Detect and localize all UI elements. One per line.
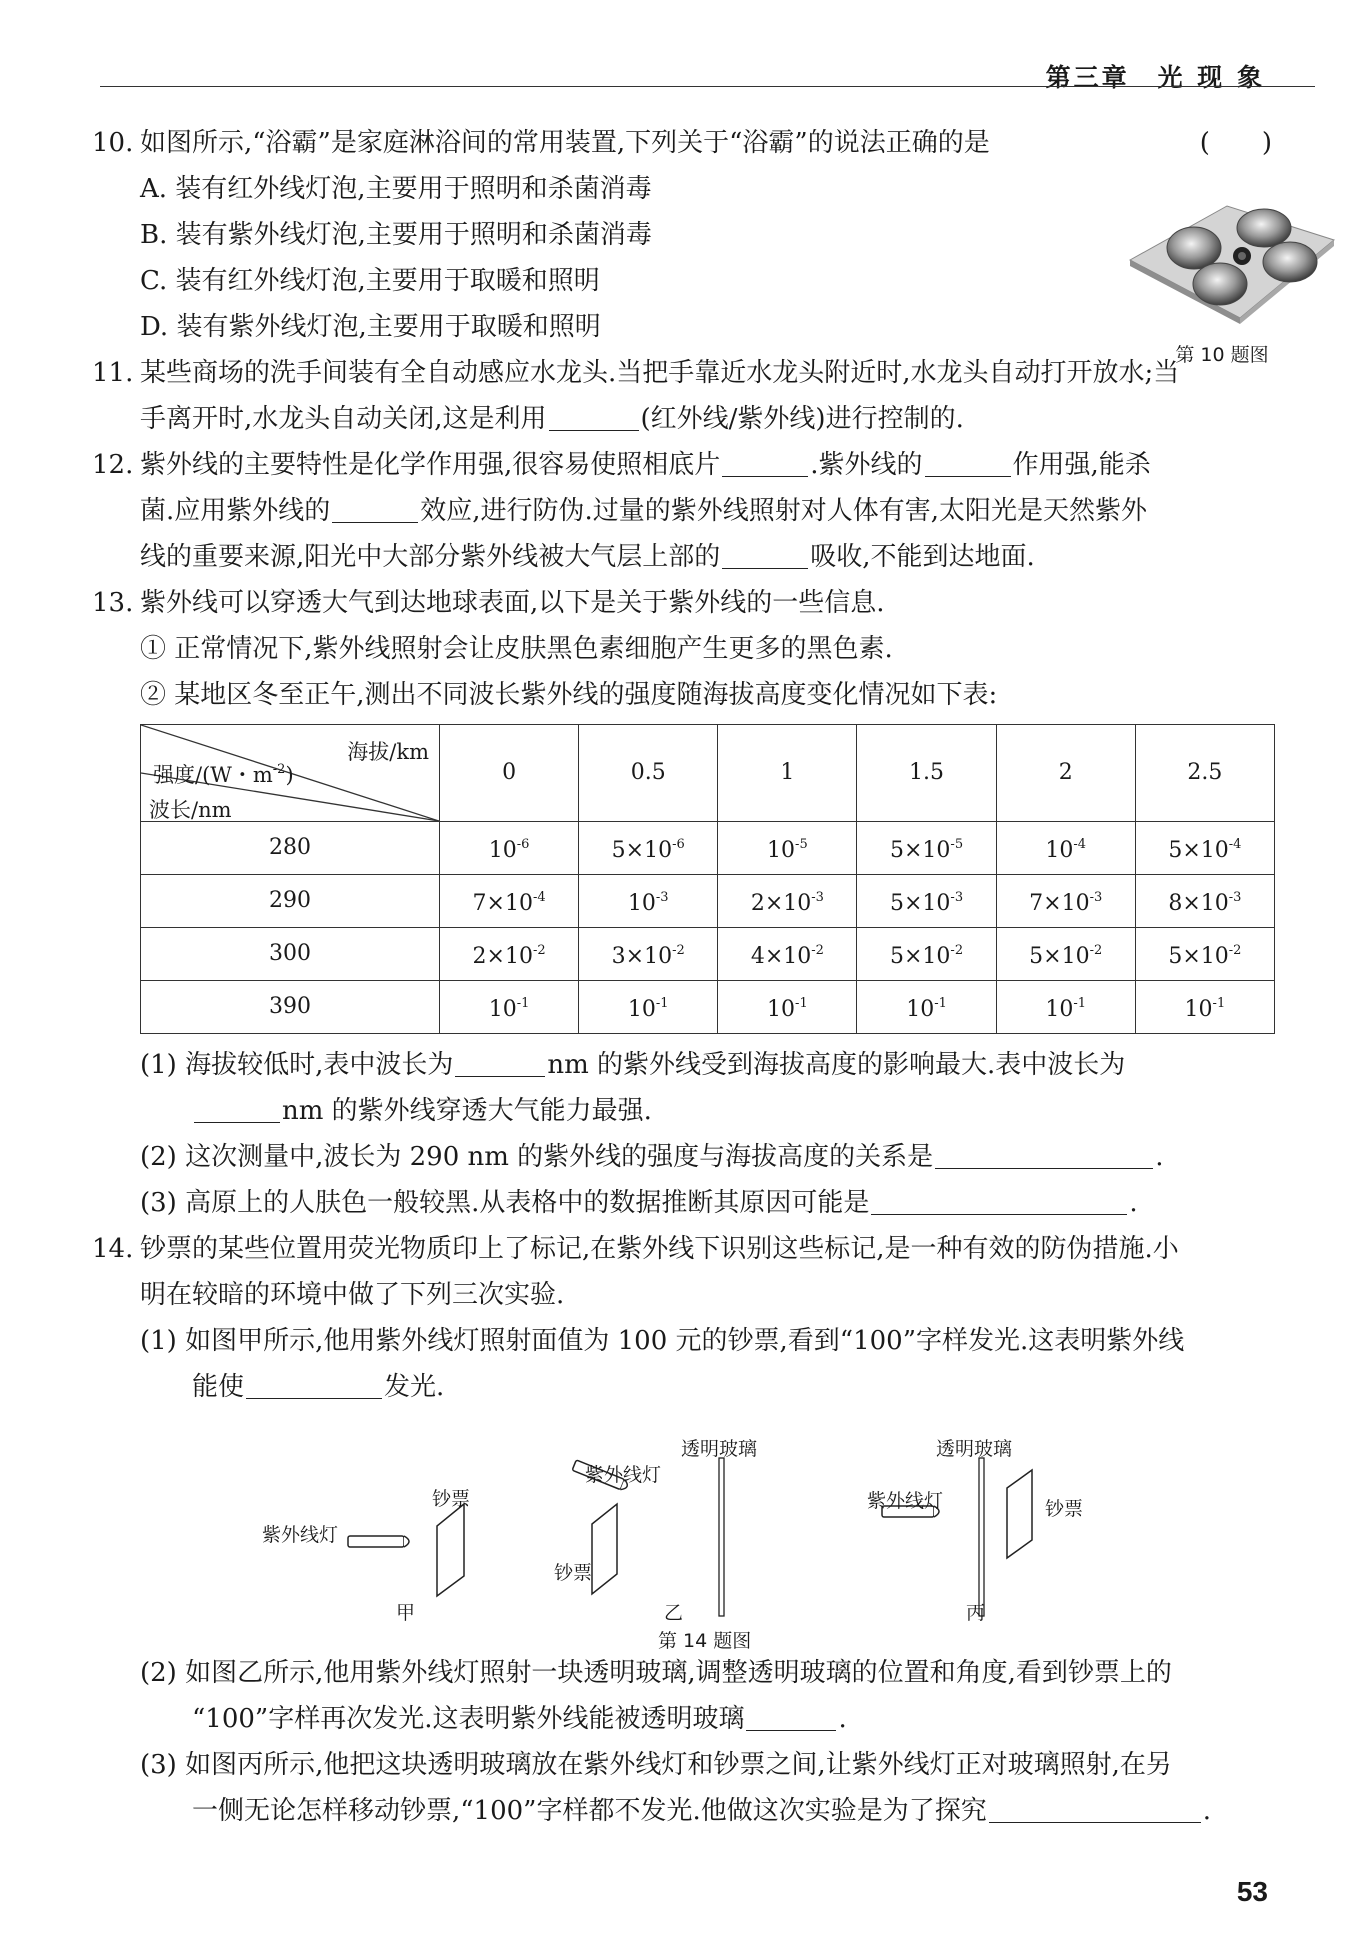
fig-bing-banknote-label: 钞票: [1045, 1498, 1084, 1520]
wavelength-cell: 290: [141, 875, 440, 928]
q12-text-2a: 菌.应用紫外线的: [140, 496, 331, 526]
base: 10: [922, 891, 951, 916]
exponent: -3: [1089, 890, 1103, 905]
coefficient: 2×: [472, 944, 505, 969]
exponent: -3: [1228, 890, 1242, 905]
q11-text-2a: 手离开时,水龙头自动关闭,这是利用: [140, 404, 547, 434]
fig-label-yi: 乙: [664, 1602, 684, 1624]
q13-sub3-text-a: (3) 高原上的人肤色一般较黑.从表格中的数据推断其原因可能是: [140, 1188, 870, 1218]
intensity-cell: [579, 928, 718, 981]
q11-text-2b: (红外线/紫外线)进行控制的.: [640, 404, 964, 434]
intensity-cell: [718, 875, 857, 928]
question-12: [92, 442, 1272, 580]
intensity-cell: [440, 928, 579, 981]
q10-stem-line: [92, 120, 1272, 166]
q10-figure: [1122, 200, 1342, 366]
fig-bing-glass-label: 透明玻璃: [936, 1438, 1013, 1460]
q13-stem: 紫外线可以穿透大气到达地球表面,以下是关于紫外线的一些信息.: [140, 588, 885, 618]
coefficient: 5×: [611, 838, 645, 863]
fig-yi-glass-label: 透明玻璃: [681, 1438, 758, 1460]
q10-option-b: B. 装有紫外线灯泡,主要用于照明和杀菌消毒: [140, 220, 652, 250]
intensity-cell: [579, 981, 718, 1034]
coefficient: 5×: [889, 944, 923, 969]
base: 10: [922, 838, 951, 863]
exponent: -2: [811, 943, 824, 958]
intensity-cell: [718, 981, 857, 1034]
q14-sub3-line-2: [92, 1788, 1272, 1834]
intensity-cell: [718, 928, 857, 981]
base: 10: [1184, 997, 1213, 1022]
q14-text-1: 钞票的某些位置用荧光物质印上了标记,在紫外线下识别这些标记,是一种有效的防伪措施.小: [140, 1234, 1179, 1264]
q14-sub2-line-2: [92, 1696, 1272, 1742]
exponent: -2: [532, 943, 546, 958]
question-10: [92, 120, 1272, 366]
base: 10: [1045, 997, 1074, 1022]
q12-blank-2[interactable]: [925, 446, 1011, 477]
exponent: -1: [1212, 996, 1226, 1011]
exponent: -1: [934, 996, 947, 1011]
q12-line-2: [92, 488, 1272, 534]
q13-info-2: ② 某地区冬至正午,测出不同波长紫外线的强度随海拔高度变化情况如下表:: [140, 680, 998, 710]
altitude-header: 2.5: [1135, 725, 1274, 822]
altitude-header: 0.5: [579, 725, 718, 822]
coefficient: 5×: [1168, 944, 1201, 969]
coefficient: 4×: [750, 944, 784, 969]
intensity-cell: [1135, 981, 1274, 1034]
altitude-header: 2: [996, 725, 1135, 822]
q10-number: 10.: [92, 128, 134, 158]
q10-stem: 如图所示,“浴霸”是家庭淋浴间的常用装置,下列关于“浴霸”的说法正确的是: [140, 128, 990, 158]
table-body: [141, 822, 1275, 1034]
altitude-header: 0: [440, 725, 579, 822]
exponent: -1: [655, 996, 669, 1011]
q12-text-1a: 紫外线的主要特性是化学作用强,很容易使照相底片: [140, 450, 721, 480]
q13-stem-line: [92, 580, 1272, 626]
q13-sub1-text-a: (1) 海拔较低时,表中波长为: [140, 1050, 454, 1080]
coefficient: 7×: [1029, 891, 1062, 916]
q13-sub1-text-b: nm 的紫外线受到海拔高度的影响最大.表中波长为: [547, 1050, 1126, 1080]
base: 10: [783, 944, 812, 969]
intensity-cell: [1135, 822, 1274, 875]
base: 10: [504, 944, 533, 969]
q14-figure-caption: 第 14 题图: [658, 1630, 752, 1652]
altitude-header: 1: [718, 725, 857, 822]
q10-answer-paren[interactable]: ( ): [1199, 128, 1272, 158]
altitude-header: 1.5: [857, 725, 996, 822]
intensity-cell: [857, 928, 996, 981]
q14-sub3-line-1: (3) 如图丙所示,他把这块透明玻璃放在紫外线灯和钞票之间,让紫外线灯正对玻璃照射,在另: [140, 1750, 1172, 1780]
base: 10: [644, 838, 673, 863]
q12-blank-3[interactable]: [332, 492, 418, 523]
corner-intensity-b: ): [285, 763, 294, 787]
base: 10: [627, 891, 656, 916]
coefficient: 8×: [1168, 891, 1201, 916]
q14-sub3-text-b: 一侧无论怎样移动钞票,“100”字样都不发光.他做这次实验是为了探究: [192, 1796, 987, 1826]
table-header-row: [141, 725, 1275, 822]
intensity-cell: [1135, 928, 1274, 981]
exponent: -2: [672, 943, 685, 958]
base: 10: [644, 944, 673, 969]
q13-sub1-blank-1[interactable]: [455, 1046, 545, 1077]
q12-line-3: [92, 534, 1272, 580]
fig-bing-lamp-label: 紫外线灯: [867, 1490, 944, 1512]
page-number: 53: [1236, 1876, 1268, 1907]
q14-sub3-text-c: .: [1202, 1796, 1212, 1826]
q12-line-1: [92, 442, 1272, 488]
intensity-cell: [440, 981, 579, 1034]
q13-sub1-text-c: nm 的紫外线穿透大气能力最强.: [282, 1096, 652, 1126]
intensity-cell: [857, 981, 996, 1034]
base: 10: [504, 891, 533, 916]
q13-sub2-text-a: (2) 这次测量中,波长为 290 nm 的紫外线的强度与海拔高度的关系是: [140, 1142, 934, 1172]
exponent: -1: [516, 996, 530, 1011]
exponent: -1: [795, 996, 808, 1011]
q14-number: 14.: [92, 1234, 134, 1264]
fig-yi-lamp-label: 紫外线灯: [585, 1464, 662, 1486]
base: 10: [906, 997, 935, 1022]
q12-text-2b: 效应,进行防伪.过量的紫外线照射对人体有害,太阳光是天然紫外: [420, 496, 1148, 526]
q12-text-1c: 作用强,能杀: [1012, 450, 1151, 480]
q10-option-d: D. 装有紫外线灯泡,主要用于取暖和照明: [140, 312, 601, 342]
base: 10: [767, 838, 796, 863]
coefficient: 7×: [472, 891, 505, 916]
q14-sub3-blank[interactable]: [989, 1792, 1201, 1823]
q12-blank-1[interactable]: [722, 446, 808, 477]
intensity-cell: [1135, 875, 1274, 928]
exponent: -6: [516, 837, 530, 852]
fig-jia-lamp-label: 紫外线灯: [262, 1524, 339, 1546]
intensity-cell: [857, 875, 996, 928]
bath-heater-image: [1122, 200, 1342, 325]
q13-sub2-text-b: .: [1155, 1142, 1164, 1172]
exponent: -2: [950, 943, 964, 958]
base: 10: [488, 997, 517, 1022]
q13-sub1-line-1: [92, 1042, 1272, 1088]
exponent: -2: [1228, 943, 1242, 958]
fig-label-bing: 丙: [966, 1602, 986, 1624]
q14-sub1-text-c: 发光.: [384, 1372, 445, 1402]
intensity-cell: [718, 822, 857, 875]
q14-line-1: [92, 1226, 1272, 1272]
q13-sub3-blank[interactable]: [871, 1184, 1127, 1215]
q13-sub3-line: [92, 1180, 1272, 1226]
base: 10: [922, 944, 951, 969]
base: 10: [488, 838, 517, 863]
q11-number: 11.: [92, 358, 134, 388]
exponent: -4: [1228, 837, 1242, 852]
intensity-cell: [996, 875, 1135, 928]
wavelength-cell: 390: [141, 981, 440, 1034]
coefficient: 5×: [889, 891, 923, 916]
base: 10: [783, 891, 812, 916]
corner-altitude-label: 海拔/km: [347, 740, 429, 764]
fig-jia-banknote-label: 钞票: [432, 1488, 471, 1510]
corner-intensity-exp: -2: [272, 762, 286, 777]
wavelength-cell: 280: [141, 822, 440, 875]
base: 10: [1200, 944, 1229, 969]
q14-sub1-line-2: [92, 1364, 1272, 1410]
q13-number: 13.: [92, 588, 134, 618]
intensity-cell: [996, 822, 1135, 875]
q14-figure: [92, 1416, 1272, 1652]
q11-line-1: [92, 350, 1272, 396]
q13-sub2-blank[interactable]: [935, 1138, 1153, 1169]
q12-text-3b: 吸收,不能到达地面.: [810, 542, 1035, 572]
q12-text-1b: .紫外线的: [810, 450, 923, 480]
table-corner-cell: [141, 725, 440, 822]
intensity-cell: [996, 981, 1135, 1034]
exponent: -3: [811, 890, 824, 905]
q11-line-2: [92, 396, 1272, 442]
q14-sub1-line-1: (1) 如图甲所示,他用紫外线灯照射面值为 100 元的钞票,看到“100”字样发光.这表明紫外线: [140, 1326, 1185, 1356]
q10-option-a: A. 装有红外线灯泡,主要用于照明和杀菌消毒: [140, 174, 652, 204]
corner-intensity-a: 强度/(W・m: [153, 763, 273, 787]
exponent: -4: [532, 890, 546, 905]
base: 10: [1061, 944, 1090, 969]
base: 10: [627, 997, 656, 1022]
base: 10: [1200, 891, 1229, 916]
q12-blank-4[interactable]: [722, 538, 808, 569]
coefficient: 3×: [611, 944, 645, 969]
corner-wavelength-label: 波长/nm: [149, 798, 232, 822]
exponent: -1: [1073, 996, 1087, 1011]
q11-blank[interactable]: [549, 400, 639, 431]
exponent: -3: [950, 890, 964, 905]
q14-sub2-text-c: .: [838, 1704, 847, 1734]
page-header: [0, 50, 1350, 90]
q14-sub2-line-1: (2) 如图乙所示,他用紫外线灯照射一块透明玻璃,调整透明玻璃的位置和角度,看到钞票上的: [140, 1658, 1172, 1688]
page-content: [92, 120, 1272, 1834]
exponent: -5: [795, 837, 808, 852]
exponent: -3: [655, 890, 669, 905]
uv-intensity-table: [140, 724, 1275, 1034]
intensity-cell: [996, 928, 1135, 981]
wavelength-cell: 300: [141, 928, 440, 981]
q14-sub2-text-b: “100”字样再次发光.这表明紫外线能被透明玻璃: [192, 1704, 745, 1734]
q14-sub2-blank[interactable]: [746, 1700, 836, 1731]
exponent: -2: [1089, 943, 1103, 958]
intensity-cell: [440, 822, 579, 875]
q12-number: 12.: [92, 450, 134, 480]
q13-sub1-blank-2[interactable]: [194, 1092, 280, 1123]
q10-figure-caption: 第 10 题图: [1175, 344, 1269, 366]
q14-sub1-blank[interactable]: [246, 1368, 382, 1399]
table-row: [141, 822, 1275, 875]
question-14: [92, 1226, 1272, 1834]
q11-text-1: 某些商场的洗手间装有全自动感应水龙头.当把手靠近水龙头附近时,水龙头自动打开放水;当: [140, 358, 1180, 388]
q13-sub3-text-b: .: [1129, 1188, 1138, 1218]
q13-sub2-line: [92, 1134, 1272, 1180]
intensity-cell: [440, 875, 579, 928]
base: 10: [1200, 838, 1229, 863]
exponent: -4: [1073, 837, 1087, 852]
q10-option-c: C. 装有红外线灯泡,主要用于取暖和照明: [140, 266, 600, 296]
exponent: -5: [950, 837, 964, 852]
base: 10: [1061, 891, 1090, 916]
question-13: [92, 580, 1272, 1226]
fig-label-jia: 甲: [396, 1602, 416, 1624]
coefficient: 5×: [1168, 838, 1201, 863]
q14-sub1-text-b: 能使: [192, 1372, 245, 1402]
intensity-cell: [579, 822, 718, 875]
base: 10: [767, 997, 796, 1022]
q13-info-1: ① 正常情况下,紫外线照射会让皮肤黑色素细胞产生更多的黑色素.: [140, 634, 893, 664]
exponent: -6: [672, 837, 685, 852]
coefficient: 2×: [750, 891, 784, 916]
question-11: [92, 350, 1272, 442]
intensity-cell: [579, 875, 718, 928]
base: 10: [1045, 838, 1074, 863]
q14-line-2: 明在较暗的环境中做了下列三次实验.: [140, 1280, 565, 1310]
coefficient: 5×: [889, 838, 923, 863]
intensity-cell: [857, 822, 996, 875]
header-rule: [100, 86, 1315, 87]
chapter-title: 第三章 光 现 象: [1045, 63, 1265, 92]
table-row: [141, 928, 1275, 981]
q13-sub1-line-2: [92, 1088, 1272, 1134]
coefficient: 5×: [1029, 944, 1062, 969]
fig-yi-banknote-label: 钞票: [554, 1562, 593, 1584]
table-row: [141, 981, 1275, 1034]
table-row: [141, 875, 1275, 928]
q12-text-3a: 线的重要来源,阳光中大部分紫外线被大气层上部的: [140, 542, 721, 572]
